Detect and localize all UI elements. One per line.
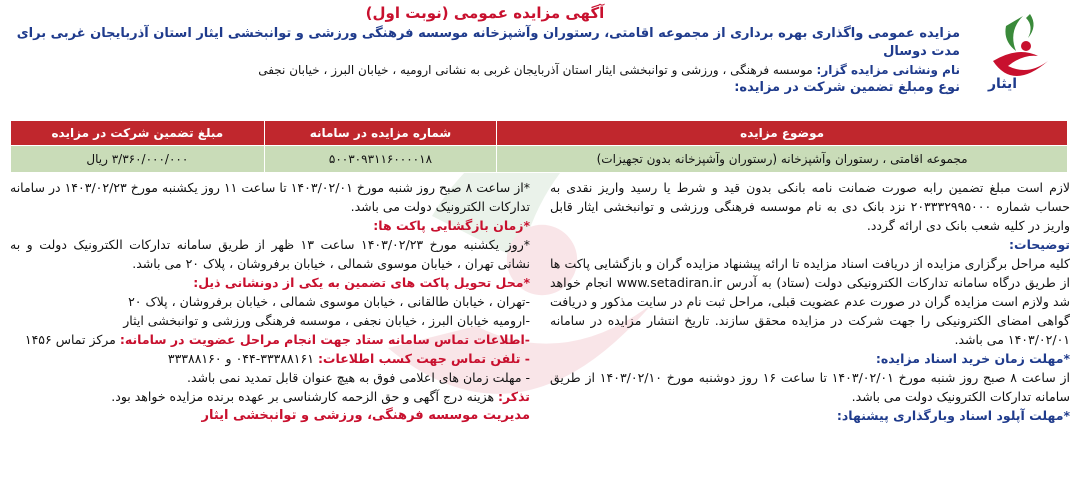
setad-link[interactable]: www.setadiran.ir (616, 275, 722, 290)
organizer-line (10, 61, 960, 79)
notice-header (10, 4, 960, 97)
notice-subtitle: مزایده عمومی واگذاری بهره برداری از مجموعه اقامتی، رستوران وآشپزخانه موسسه فرهنگی ورزشی و توانبخشی ایثار استان آذربایجان غربی برای مدت دوسال (16, 26, 960, 59)
table-cell-number: ۵۰۰۳۰۹۳۱۱۶۰۰۰۰۱۸ (264, 146, 497, 173)
table-cell-subject: مجموعه اقامتی ، رستوران وآشپزخانه (رستوران وآشپزخانه بدون تجهیزات) (497, 146, 1068, 173)
docs-deadline-heading: *مهلت زمان خرید اسناد مزایده: (875, 351, 1070, 366)
no-extension-note: - مهلت زمان های اعلامی فوق به هیچ عنوان قابل تمدید نمی باشد. (186, 370, 530, 385)
opening-time-heading: *زمان بازگشایی پاکت ها: (373, 218, 530, 233)
cost-note-line (10, 387, 530, 406)
explanations-text-b: انجام خواهد شد ولازم است مزایده گران در صورت عدم عضویت قبلی، مراحل ثبت نام در سایت مذکور و دریافت گواهی امضای الکترونیکی را جهت شرکت در مزایده محقق سازند. تاریخ انتشار مزایده در سامانه ۱۴۰۳/۰۲/۰۱ می باشد. (550, 275, 1070, 347)
left-column (10, 178, 530, 425)
guarantee-paragraph: لازم است مبلغ تضمین رابه صورت ضمانت نامه بانکی بدون قید و شرط یا رسید واریز نقدی به حساب شماره ۲۰۳۳۳۲۹۹۵۰۰۰ نزد بانک دی به نام موسسه فرهنگی ورزشی و توانبخشی ایثار قابل واریز در کلیه شعب بانک دی ارائه گردد. (550, 180, 1070, 233)
notice-title: آگهی مزایده عمومی (نوبت اول) (365, 4, 605, 22)
management-signature: مدیریت موسسه فرهنگی، ورزشی و توانبخشی ایثار (201, 408, 530, 423)
organizer-text: موسسه فرهنگی ، ورزشی و توانبخشی ایثار استان آذربایجان غربی به نشانی ارومیه ، خیابان البرز ، خیابان نجفی (258, 63, 813, 77)
table-cell-guarantee: ۳/۳۶۰/۰۰۰/۰۰۰ ریال (11, 146, 265, 173)
table-header-number: شماره مزایده در سامانه (264, 121, 497, 146)
explanations-heading: توضیحات: (1009, 237, 1070, 252)
table-header-guarantee: مبلغ تضمین شرکت در مزایده (11, 121, 265, 146)
right-column (550, 178, 1070, 425)
table-header-row (11, 121, 1068, 146)
explanations-text-a: کلیه مراحل برگزاری مزایده از دریافت اسناد مزایده تا ارائه پیشنهاد مزایده گران و بازگشایی پاکت ها از طریق درگاه سامانه تدارکات الکترونیکی دولت (ستاد) به آدرس (550, 256, 1070, 290)
auction-table (10, 120, 1068, 173)
isar-logo-icon (968, 6, 1068, 96)
setad-contact-value: مرکز تماس ۱۴۵۶ (24, 332, 120, 347)
logo-text: ایثار (988, 76, 1018, 92)
table-header-subject: موضوع مزایده (497, 121, 1068, 146)
upload-deadline-text: *از ساعت ۸ صبح روز شنبه مورخ ۱۴۰۳/۰۲/۰۱ تا ساعت ۱۱ روز یکشنبه مورخ ۱۴۰۳/۰۲/۲۳ در سامانه تدارکات الکترونیک دولت می باشد. (10, 180, 530, 214)
delivery-address-urmia: -ارومیه خیابان البرز ، خیابان نجفی ، موسسه فرهنگی ورزشی و توانبخشی ایثار (123, 313, 530, 328)
explanations-paragraph (550, 254, 1070, 349)
phone-contact-label: - تلفن تماس جهت کسب اطلاعات: (317, 351, 530, 366)
setad-contact-label: -اطلاعات تماس سامانه ستاد جهت انجام مراحل عضویت در سامانه: (119, 332, 530, 347)
upload-deadline-heading: *مهلت آپلود اسناد وبارگذاری پیشنهاد: (836, 408, 1070, 423)
phone-contact-line (10, 349, 530, 368)
note-label: تذکر: (498, 389, 530, 404)
delivery-place-heading: *محل تحویل پاکت های تضمین به یکی از دونشانی ذیل: (193, 275, 530, 290)
phone-contact-value: ۳۳۳۸۸۱۶۱-۰۴۴ و ۳۳۳۸۸۱۶۰ (167, 351, 318, 366)
note-text: هزینه درج آگهی و حق الزحمه کارشناسی بر عهده برنده مزایده خواهد بود. (111, 389, 499, 404)
docs-deadline-text: از ساعت ۸ صبح روز شنبه مورخ ۱۴۰۳/۰۲/۰۱ تا ساعت ۱۶ روز دوشنبه مورخ ۱۴۰۳/۰۲/۱۰ از طریق سامانه تدارکات الکترونیک دولت می باشد. (550, 370, 1070, 404)
delivery-address-tehran: -تهران ، خیابان طالقانی ، خیابان موسوی شمالی ، خیابان برفروشان ، پلاک ۲۰ (128, 294, 530, 309)
opening-time-text: *روز یکشنبه مورخ ۱۴۰۳/۰۲/۲۳ ساعت ۱۳ ظهر از طریق سامانه تدارکات الکترونیک دولت و به نشانی تهران ، خیابان موسوی شمالی ، خیابان برفروشان ، پلاک ۲۰ می باشد. (10, 237, 530, 271)
setad-contact-line (10, 330, 530, 349)
guarantee-heading: نوع ومبلغ تضمین شرکت در مزایده: (734, 80, 960, 95)
table-row (11, 146, 1068, 173)
organizer-label: نام ونشانی مزایده گزار: (816, 63, 960, 77)
